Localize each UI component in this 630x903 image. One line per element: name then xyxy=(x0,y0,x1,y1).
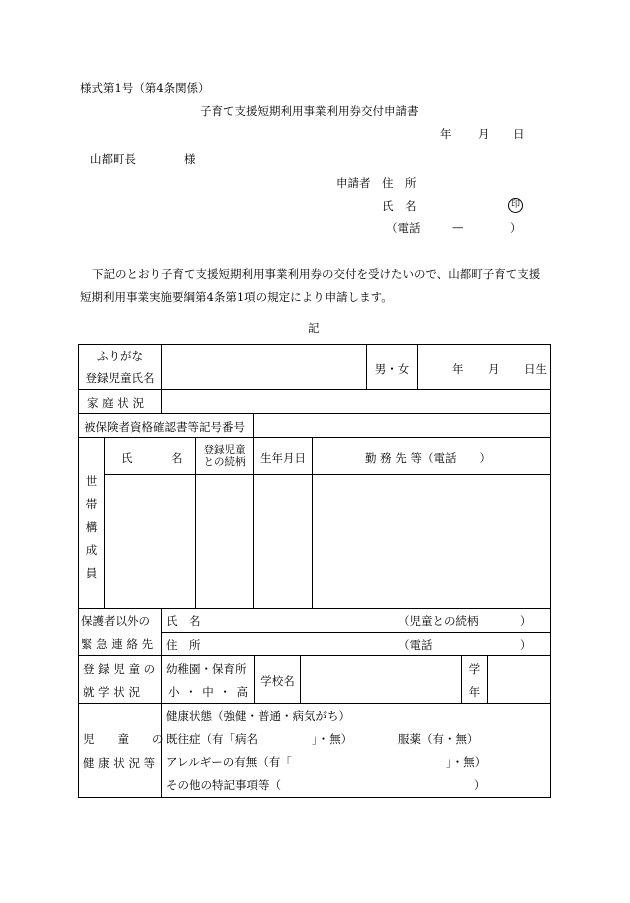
household-header-relation-2: との続柄 xyxy=(203,456,246,468)
body-line-1: 下記のとおり子育て支援短期利用事業利用券の交付を受けたいので、山都町子育て支援 xyxy=(92,267,541,281)
school-kinder-option: 幼稚園・保育所 xyxy=(166,662,247,676)
household-name-column[interactable] xyxy=(104,474,196,609)
school-type-cell[interactable] xyxy=(161,655,255,704)
household-header-name-1: 氏 xyxy=(121,451,133,465)
sex-options: 男・女 xyxy=(374,362,410,376)
school-level: 小 xyxy=(168,685,180,699)
insurance-label-cell xyxy=(78,413,254,438)
addressee-name: 山都町長 xyxy=(90,152,136,166)
applicant-phone-close: ） xyxy=(510,221,522,235)
child-name-field[interactable] xyxy=(161,344,367,390)
household-char: 員 xyxy=(85,566,98,580)
household-label-cell xyxy=(78,437,105,609)
school-name-label: 学校名 xyxy=(260,674,295,688)
school-name-label-cell xyxy=(254,655,301,704)
health-label-cell xyxy=(78,703,162,798)
grade-label-2: 年 xyxy=(468,685,481,699)
emergency-address-label: 住 所 xyxy=(166,638,201,652)
applicant-phone-dash: — xyxy=(452,220,464,234)
emergency-name-label: 氏 名 xyxy=(166,614,201,628)
birthdate-field[interactable] xyxy=(417,344,551,390)
school-label-cell xyxy=(78,655,162,704)
history-open: 既往症（有「病名 xyxy=(166,732,258,746)
school-level: 高 xyxy=(236,685,248,699)
date-year: 年 xyxy=(440,127,452,141)
seal-mark xyxy=(508,196,523,213)
school-level-sep: ・ xyxy=(185,685,197,699)
seal-icon: 印 xyxy=(508,198,523,213)
household-birthdate-column[interactable] xyxy=(253,474,313,609)
emergency-relation-close: ） xyxy=(520,614,532,628)
school-label-2: 就 学 状 況 xyxy=(83,685,140,699)
applicant-label: 申請者 xyxy=(336,176,371,190)
insurance-field[interactable] xyxy=(253,413,551,438)
household-header-birthdate-label: 生年月日 xyxy=(260,451,306,465)
household-header-relation xyxy=(195,437,254,475)
school-level-sep: ・ xyxy=(219,685,231,699)
birth-year: 年 xyxy=(452,362,464,376)
household-char: 成 xyxy=(85,543,98,557)
household-label xyxy=(79,470,104,585)
family-status-label-cell xyxy=(78,389,162,414)
medication-line: 服薬（有・無） xyxy=(398,732,479,746)
health-label-2: 健 康 状 況 等 xyxy=(83,756,156,770)
household-header-birthdate xyxy=(253,437,313,475)
history-close: 」・無） xyxy=(312,732,353,746)
emergency-label-1: 保護者以外の xyxy=(81,614,150,628)
household-header-name-2: 名 xyxy=(171,451,183,465)
school-levels-options xyxy=(168,684,248,700)
addressee-honorific: 様 xyxy=(184,152,196,166)
household-work-column[interactable] xyxy=(312,474,551,609)
household-header-name xyxy=(104,437,196,475)
birth-month: 月 xyxy=(488,362,500,376)
health-status-line: 健康状態（強健・普通・病気がち） xyxy=(166,709,350,723)
household-header-work-label: 勤 務 先 等（電話 ） xyxy=(365,451,491,465)
school-name-field[interactable] xyxy=(300,655,462,704)
emergency-address-row[interactable] xyxy=(161,632,551,656)
household-header-relation-1: 登録児童 xyxy=(203,444,246,456)
emergency-relation-label: （児童との続柄 xyxy=(398,614,479,628)
school-level: 中 xyxy=(202,685,214,699)
emergency-phone-close: ） xyxy=(520,638,532,652)
child-name-label: 登録児童氏名 xyxy=(85,371,155,385)
form-title: 子育て支援短期利用事業利用券交付申請書 xyxy=(200,104,419,118)
allergy-close: 」・無） xyxy=(446,755,487,769)
emergency-phone-label: （電話 xyxy=(398,638,433,652)
family-status-label: 家 庭 状 況 xyxy=(87,396,144,410)
household-header-work xyxy=(312,437,551,475)
school-label-1: 登 録 児 童 の xyxy=(83,662,156,676)
household-char: 帯 xyxy=(85,497,98,511)
date-day: 日 xyxy=(513,127,525,141)
household-relation-column[interactable] xyxy=(195,474,254,609)
ki-heading: 記 xyxy=(308,321,320,335)
grade-field[interactable] xyxy=(487,655,551,704)
household-char: 構 xyxy=(85,520,98,534)
sex-cell[interactable] xyxy=(366,344,418,390)
birth-day: 日生 xyxy=(524,362,547,376)
family-status-field[interactable] xyxy=(161,389,551,414)
applicant-address-label: 住 所 xyxy=(382,176,417,190)
emergency-label-cell xyxy=(78,608,162,656)
allergy-open: アレルギーの有無（有「 xyxy=(166,755,292,769)
grade-label-cell xyxy=(461,655,488,704)
other-open: その他の特記事項等（ xyxy=(166,778,281,792)
form-number: 様式第1号（第4条関係） xyxy=(80,81,210,95)
health-label-1: 児 童 の xyxy=(83,732,164,746)
health-details-cell[interactable] xyxy=(161,703,551,798)
emergency-name-row[interactable] xyxy=(161,608,551,633)
furigana-label: ふりがな xyxy=(97,349,143,363)
household-char: 世 xyxy=(85,474,98,488)
grade-label-1: 学 xyxy=(468,662,481,676)
body-line-2: 短期利用事業実施要綱第4条第1項の規定により申請します。 xyxy=(80,290,393,304)
other-close: ） xyxy=(474,778,486,792)
emergency-label-2: 緊 急 連 絡 先 xyxy=(81,637,154,651)
child-name-label-cell xyxy=(78,344,162,390)
date-month: 月 xyxy=(478,127,490,141)
applicant-name-label: 氏 名 xyxy=(382,199,417,213)
insurance-label: 被保険者資格確認書等記号番号 xyxy=(84,420,245,434)
applicant-phone-open: （電話 xyxy=(386,221,421,235)
